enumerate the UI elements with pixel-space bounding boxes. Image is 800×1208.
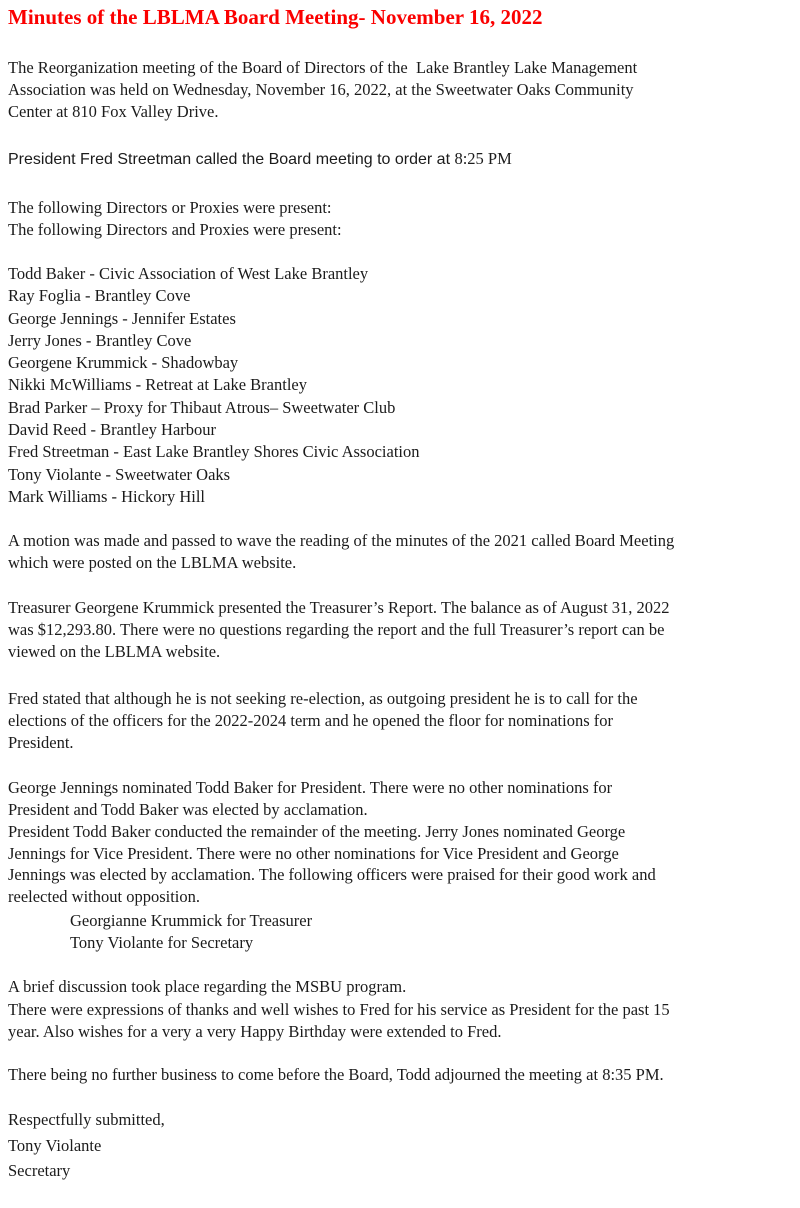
attendance-heading <box>8 197 792 241</box>
text-line: President and Todd Baker was elected by acclamation. <box>8 800 368 820</box>
treasurer-report-paragraph <box>8 597 792 663</box>
officer-line: Georgianne Krummick for Treasurer <box>70 911 313 931</box>
attendee-line: Tony Violante - Sweetwater Oaks <box>8 464 231 484</box>
nominations-paragraph <box>8 777 792 908</box>
meeting-title: Minutes of the LBLMA Board Meeting- November 16, 2022 <box>8 5 543 29</box>
attendee-line: Brad Parker – Proxy for Thibaut Atrous– Sweetwater Club <box>8 397 396 417</box>
attendee-list <box>8 263 792 508</box>
text-line: year. Also wishes for a very a very Happy Birthday were extended to Fred. <box>8 1022 502 1042</box>
text-line: President Todd Baker conducted the remainder of the meeting. Jerry Jones nominated George <box>8 821 626 841</box>
text-line: Jennings for Vice President. There were no other nominations for Vice President and George <box>8 843 619 863</box>
closing-line: Respectfully submitted, <box>8 1110 165 1130</box>
text-line: A motion was made and passed to wave the reading of the minutes of the 2021 called Board Meeting <box>8 531 675 551</box>
officer-line: Tony Violante for Secretary <box>70 932 254 952</box>
closing-line: Tony Violante <box>8 1135 102 1155</box>
attendee-line: David Reed - Brantley Harbour <box>8 420 217 440</box>
attendee-line: Georgene Krummick - Shadowbay <box>8 353 239 373</box>
intro-paragraph <box>8 57 792 123</box>
call-to-order <box>8 148 792 171</box>
msbu-line: A brief discussion took place regarding the MSBU program. <box>8 977 407 997</box>
text-line: Fred stated that although he is not seeking re-election, as outgoing president he is to call for the <box>8 689 638 709</box>
text-line: The Reorganization meeting of the Board of Directors of the Lake Brantley Lake Management <box>8 58 638 77</box>
text-line: George Jennings nominated Todd Baker for President. There were no other nominations for <box>8 778 613 798</box>
text-line: Jennings was elected by acclamation. The following officers were praised for their good work and <box>8 865 656 885</box>
text-line: was $12,293.80. There were no questions regarding the report and the full Treasurer’s report can be <box>8 620 665 640</box>
officer-list <box>8 910 792 953</box>
text-line: Treasurer Georgene Krummick presented the Treasurer’s Report. The balance as of August 31, 2022 <box>8 598 670 618</box>
election-call-paragraph <box>8 688 792 754</box>
text-line: viewed on the LBLMA website. <box>8 642 221 662</box>
attendee-line: Todd Baker - Civic Association of West Lake Brantley <box>8 264 369 283</box>
text-line: Center at 810 Fox Valley Drive. <box>8 102 219 121</box>
attendee-line: Mark Williams - Hickory Hill <box>8 486 206 506</box>
document-page <box>8 4 792 1184</box>
attendee-line: Nikki McWilliams - Retreat at Lake Brantley <box>8 375 307 395</box>
call-to-order-time: 8:25 PM <box>454 149 512 168</box>
attendee-line: Fred Streetman - East Lake Brantley Shores Civic Association <box>8 442 420 462</box>
attendee-line: Jerry Jones - Brantley Cove <box>8 330 192 350</box>
text-line: which were posted on the LBLMA website. <box>8 553 297 573</box>
text-line: The following Directors or Proxies were present: <box>8 198 332 217</box>
closing-line: Secretary <box>8 1161 71 1181</box>
text-line: President. <box>8 733 74 753</box>
text-line: There were expressions of thanks and well wishes to Fred for his service as President for the past 15 <box>8 1000 670 1020</box>
motion-paragraph <box>8 530 792 574</box>
text-line: The following Directors and Proxies were present: <box>8 220 342 239</box>
adjournment-line: There being no further business to come before the Board, Todd adjourned the meeting at 8:35 PM. <box>8 1065 664 1085</box>
thanks-paragraph <box>8 999 792 1043</box>
text-line: elections of the officers for the 2022-2024 term and he opened the floor for nominations for <box>8 711 613 731</box>
attendee-line: Ray Foglia - Brantley Cove <box>8 286 191 306</box>
text-line: reelected without opposition. <box>8 887 200 907</box>
closing-block <box>8 1107 792 1184</box>
attendee-line: George Jennings - Jennifer Estates <box>8 308 236 328</box>
text-line: Association was held on Wednesday, November 16, 2022, at the Sweetwater Oaks Community <box>8 80 634 99</box>
call-to-order-text: President Fred Streetman called the Board meeting to order at <box>8 151 455 168</box>
